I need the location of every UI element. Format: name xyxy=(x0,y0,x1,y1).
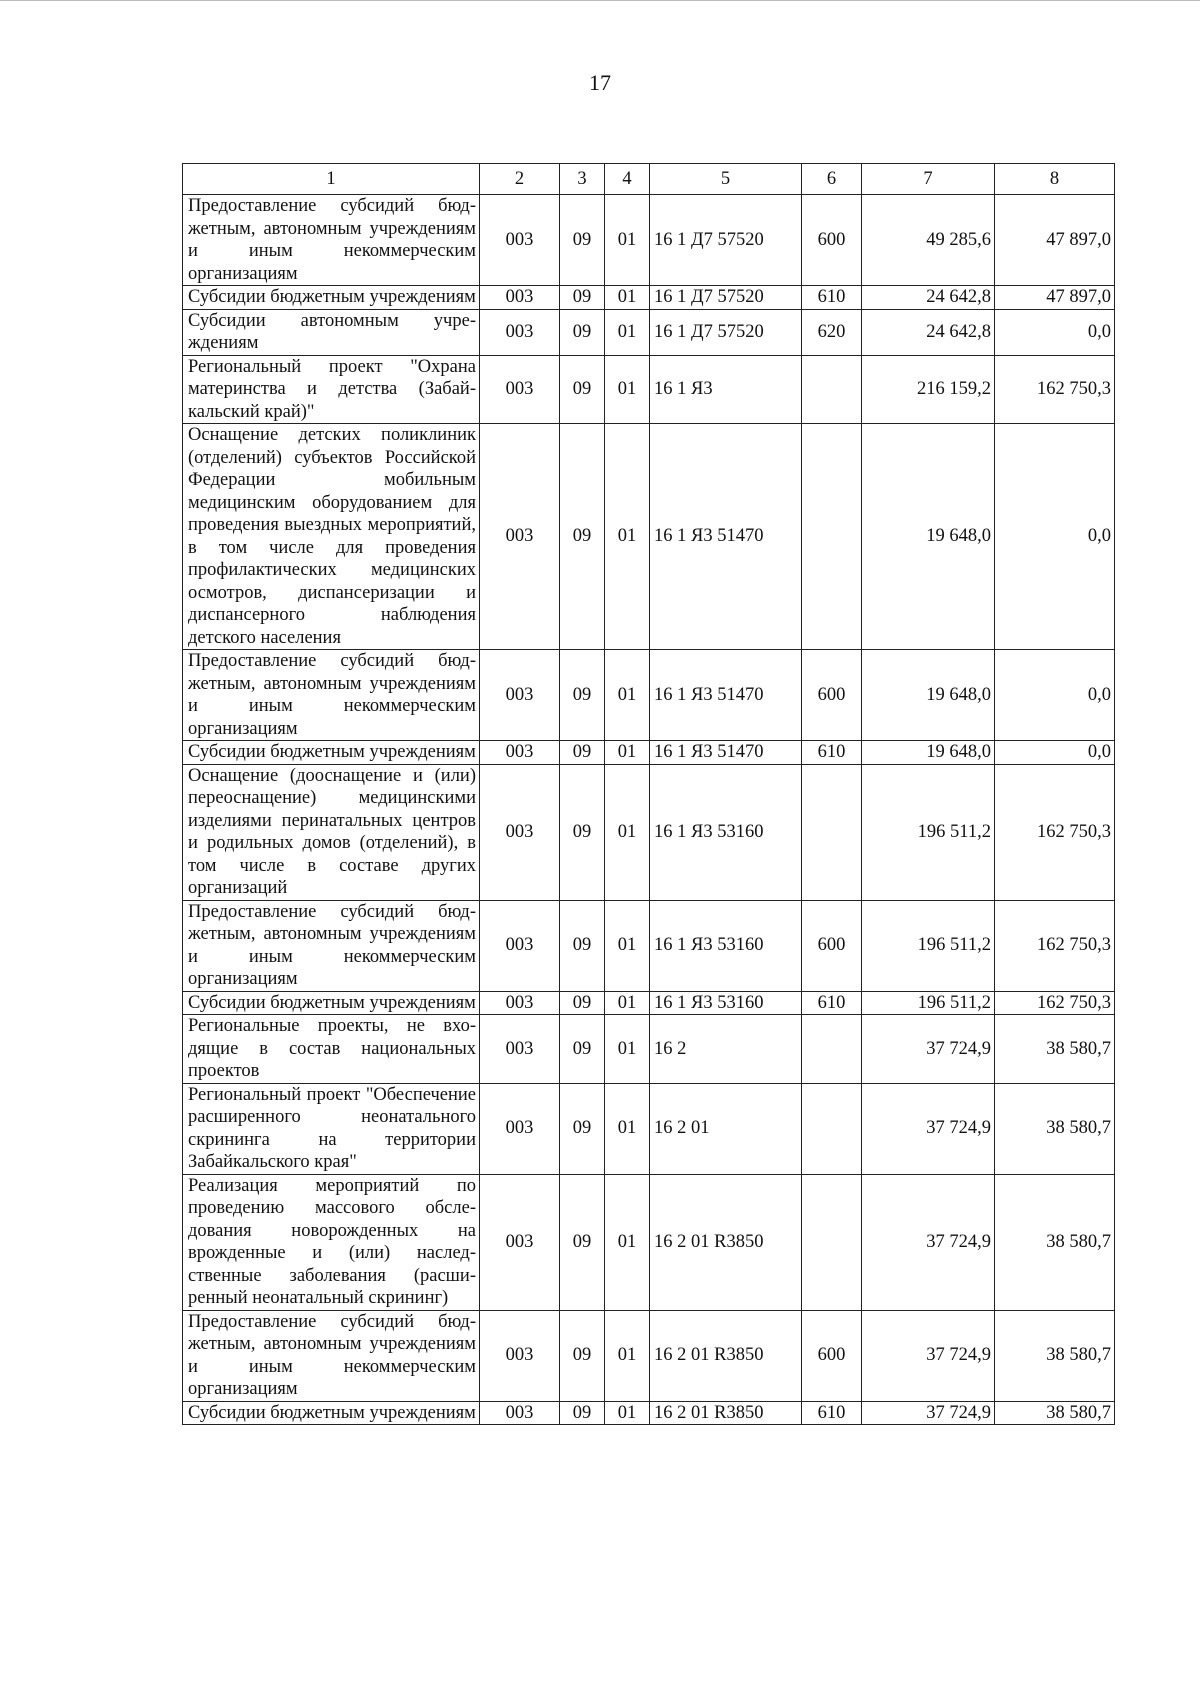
cell-amount-7: 37 724,9 xyxy=(862,1310,995,1401)
table-row xyxy=(183,195,1115,286)
cell-amount-8: 162 750,3 xyxy=(995,355,1115,424)
cell-subsection: 01 xyxy=(605,1174,650,1310)
cell-amount-7: 37 724,9 xyxy=(862,1015,995,1084)
cell-section: 09 xyxy=(560,991,605,1015)
cell-target-article: 16 2 01 R3850 xyxy=(650,1401,802,1425)
cell-admin-code: 003 xyxy=(480,991,560,1015)
row-name: Региональные проекты, не входящие в состав национальных проектов xyxy=(183,1015,480,1084)
cell-section: 09 xyxy=(560,195,605,286)
cell-admin-code: 003 xyxy=(480,1310,560,1401)
cell-section: 09 xyxy=(560,424,605,650)
table-row xyxy=(183,741,1115,765)
cell-admin-code: 003 xyxy=(480,900,560,991)
cell-section: 09 xyxy=(560,764,605,900)
cell-amount-7: 196 511,2 xyxy=(862,991,995,1015)
cell-admin-code: 003 xyxy=(480,355,560,424)
table-row xyxy=(183,1174,1115,1310)
cell-admin-code: 003 xyxy=(480,424,560,650)
table-row xyxy=(183,650,1115,741)
table-row xyxy=(183,900,1115,991)
column-header: 3 xyxy=(560,164,605,195)
row-name: Предоставление субсидий бюджетным, автономным учреждениям и иным некоммерческим организациям xyxy=(183,1310,480,1401)
cell-section: 09 xyxy=(560,741,605,765)
scan-edge xyxy=(0,0,1200,1)
cell-target-article: 16 1 Я3 51470 xyxy=(650,741,802,765)
row-name: Субсидии бюджетным учреждениям xyxy=(183,741,480,765)
cell-amount-8: 38 580,7 xyxy=(995,1174,1115,1310)
cell-amount-7: 37 724,9 xyxy=(862,1083,995,1174)
cell-section: 09 xyxy=(560,1174,605,1310)
cell-amount-8: 38 580,7 xyxy=(995,1310,1115,1401)
cell-amount-8: 47 897,0 xyxy=(995,286,1115,310)
cell-section: 09 xyxy=(560,1015,605,1084)
cell-target-article: 16 1 Я3 53160 xyxy=(650,900,802,991)
cell-admin-code: 003 xyxy=(480,1174,560,1310)
cell-amount-7: 37 724,9 xyxy=(862,1401,995,1425)
cell-admin-code: 003 xyxy=(480,286,560,310)
cell-amount-7: 49 285,6 xyxy=(862,195,995,286)
cell-target-article: 16 1 Я3 51470 xyxy=(650,424,802,650)
cell-subsection: 01 xyxy=(605,900,650,991)
cell-subsection: 01 xyxy=(605,309,650,355)
cell-target-article: 16 2 xyxy=(650,1015,802,1084)
row-name: Региональный проект "Обеспечение расширенного неонатального скрининга на территории Забайкальского края" xyxy=(183,1083,480,1174)
page-number: 17 xyxy=(589,70,611,95)
cell-expense-type: 600 xyxy=(802,650,862,741)
cell-expense-type: 620 xyxy=(802,309,862,355)
cell-amount-8: 0,0 xyxy=(995,309,1115,355)
cell-amount-8: 0,0 xyxy=(995,424,1115,650)
cell-amount-8: 162 750,3 xyxy=(995,900,1115,991)
cell-amount-8: 38 580,7 xyxy=(995,1015,1115,1084)
cell-amount-8: 47 897,0 xyxy=(995,195,1115,286)
table-row xyxy=(183,424,1115,650)
row-name: Предоставление субсидий бюджетным, автономным учреждениям и иным некоммерческим организациям xyxy=(183,195,480,286)
table-body xyxy=(183,195,1115,1425)
cell-amount-7: 19 648,0 xyxy=(862,424,995,650)
row-name: Предоставление субсидий бюджетным, автономным учреждениям и иным некоммерческим организациям xyxy=(183,900,480,991)
cell-amount-8: 38 580,7 xyxy=(995,1401,1115,1425)
row-name: Предоставление субсидий бюджетным, автономным учреждениям и иным некоммерческим организациям xyxy=(183,650,480,741)
table-row xyxy=(183,1310,1115,1401)
cell-amount-7: 24 642,8 xyxy=(862,309,995,355)
table-row xyxy=(183,1401,1115,1425)
cell-amount-8: 162 750,3 xyxy=(995,991,1115,1015)
cell-section: 09 xyxy=(560,900,605,991)
cell-target-article: 16 1 Я3 53160 xyxy=(650,764,802,900)
cell-subsection: 01 xyxy=(605,650,650,741)
cell-admin-code: 003 xyxy=(480,195,560,286)
table-header-row xyxy=(183,164,1115,195)
table-row xyxy=(183,1083,1115,1174)
row-name: Реализация мероприятий по проведению массового обследования новорожденных на врожденные и (или) наследственные заболевания (расширенный неонатальный скрининг) xyxy=(183,1174,480,1310)
column-header: 1 xyxy=(183,164,480,195)
cell-section: 09 xyxy=(560,286,605,310)
cell-expense-type: 610 xyxy=(802,1401,862,1425)
cell-target-article: 16 1 Я3 xyxy=(650,355,802,424)
cell-section: 09 xyxy=(560,355,605,424)
table-row xyxy=(183,286,1115,310)
cell-expense-type: 600 xyxy=(802,195,862,286)
cell-admin-code: 003 xyxy=(480,764,560,900)
cell-subsection: 01 xyxy=(605,355,650,424)
cell-admin-code: 003 xyxy=(480,1015,560,1084)
cell-subsection: 01 xyxy=(605,195,650,286)
cell-expense-type: 610 xyxy=(802,741,862,765)
cell-section: 09 xyxy=(560,650,605,741)
cell-subsection: 01 xyxy=(605,1401,650,1425)
cell-subsection: 01 xyxy=(605,286,650,310)
cell-target-article: 16 2 01 xyxy=(650,1083,802,1174)
cell-amount-7: 19 648,0 xyxy=(862,741,995,765)
row-name: Оснащение детских поликлиник (отделений) субъектов Российской Федерации мобильным медицинским оборудованием для проведения выездных мероприятий, в том числе для проведения профилактических медицинских осмотров, диспансеризации и диспансерного наблюдения детского населения xyxy=(183,424,480,650)
cell-target-article: 16 2 01 R3850 xyxy=(650,1174,802,1310)
column-header: 8 xyxy=(995,164,1115,195)
cell-expense-type xyxy=(802,424,862,650)
cell-target-article: 16 1 Я3 53160 xyxy=(650,991,802,1015)
cell-subsection: 01 xyxy=(605,741,650,765)
table-row xyxy=(183,1015,1115,1084)
cell-expense-type: 610 xyxy=(802,991,862,1015)
cell-subsection: 01 xyxy=(605,1015,650,1084)
row-name: Субсидии бюджетным учреждениям xyxy=(183,1401,480,1425)
cell-subsection: 01 xyxy=(605,1310,650,1401)
cell-expense-type xyxy=(802,1015,862,1084)
cell-expense-type: 600 xyxy=(802,900,862,991)
cell-amount-7: 196 511,2 xyxy=(862,900,995,991)
cell-target-article: 16 1 Д7 57520 xyxy=(650,286,802,310)
row-name: Субсидии автономным учреждениям xyxy=(183,309,480,355)
row-name: Региональный проект "Охрана материнства и детства (Забайкальский край)" xyxy=(183,355,480,424)
cell-amount-7: 37 724,9 xyxy=(862,1174,995,1310)
cell-target-article: 16 2 01 R3850 xyxy=(650,1310,802,1401)
cell-amount-7: 196 511,2 xyxy=(862,764,995,900)
table-row xyxy=(183,355,1115,424)
cell-expense-type xyxy=(802,355,862,424)
cell-subsection: 01 xyxy=(605,991,650,1015)
row-name: Субсидии бюджетным учреждениям xyxy=(183,991,480,1015)
cell-amount-7: 216 159,2 xyxy=(862,355,995,424)
cell-subsection: 01 xyxy=(605,1083,650,1174)
cell-amount-8: 38 580,7 xyxy=(995,1083,1115,1174)
cell-admin-code: 003 xyxy=(480,1401,560,1425)
table-row xyxy=(183,764,1115,900)
table-row xyxy=(183,309,1115,355)
cell-section: 09 xyxy=(560,1310,605,1401)
cell-amount-8: 162 750,3 xyxy=(995,764,1115,900)
column-header: 5 xyxy=(650,164,802,195)
cell-target-article: 16 1 Д7 57520 xyxy=(650,309,802,355)
cell-amount-8: 0,0 xyxy=(995,650,1115,741)
cell-amount-7: 19 648,0 xyxy=(862,650,995,741)
cell-section: 09 xyxy=(560,1401,605,1425)
cell-expense-type: 610 xyxy=(802,286,862,310)
cell-amount-7: 24 642,8 xyxy=(862,286,995,310)
cell-subsection: 01 xyxy=(605,764,650,900)
table-row xyxy=(183,991,1115,1015)
column-header: 4 xyxy=(605,164,650,195)
column-header: 2 xyxy=(480,164,560,195)
cell-amount-8: 0,0 xyxy=(995,741,1115,765)
cell-expense-type xyxy=(802,1174,862,1310)
row-name: Субсидии бюджетным учреждениям xyxy=(183,286,480,310)
column-header: 7 xyxy=(862,164,995,195)
cell-section: 09 xyxy=(560,309,605,355)
column-header: 6 xyxy=(802,164,862,195)
cell-section: 09 xyxy=(560,1083,605,1174)
cell-subsection: 01 xyxy=(605,424,650,650)
cell-expense-type: 600 xyxy=(802,1310,862,1401)
cell-admin-code: 003 xyxy=(480,309,560,355)
cell-target-article: 16 1 Я3 51470 xyxy=(650,650,802,741)
cell-expense-type xyxy=(802,1083,862,1174)
cell-target-article: 16 1 Д7 57520 xyxy=(650,195,802,286)
budget-table xyxy=(182,163,1115,1425)
cell-expense-type xyxy=(802,764,862,900)
cell-admin-code: 003 xyxy=(480,741,560,765)
row-name: Оснащение (дооснащение и (или) переоснащение) медицинскими изделиями перинатальных центров и родильных домов (отделений), в том числе в составе других организаций xyxy=(183,764,480,900)
cell-admin-code: 003 xyxy=(480,1083,560,1174)
cell-admin-code: 003 xyxy=(480,650,560,741)
